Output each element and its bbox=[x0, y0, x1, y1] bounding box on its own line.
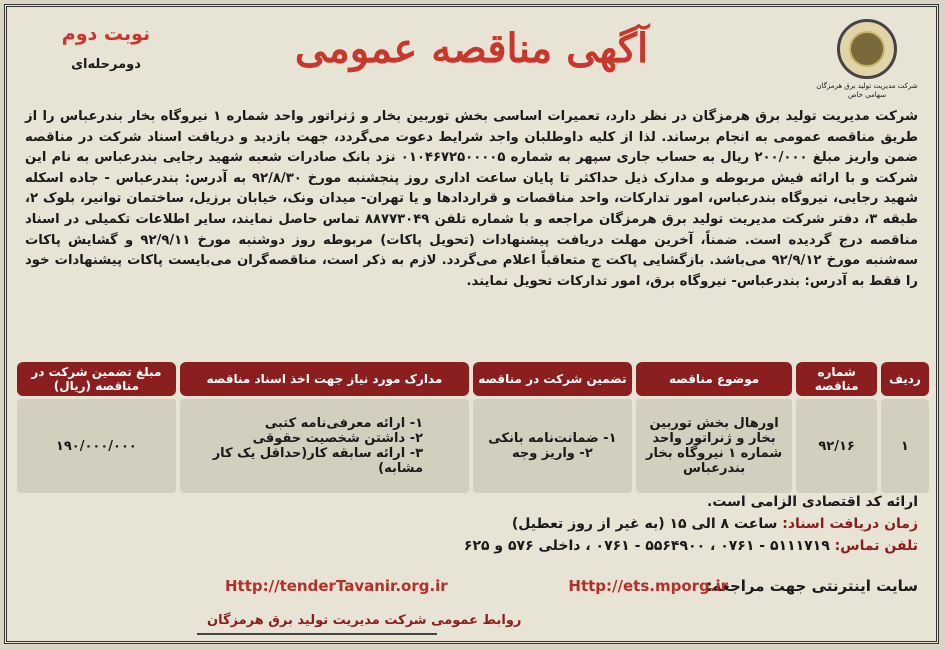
col-index: ردیف bbox=[881, 362, 929, 396]
cell-docs bbox=[180, 399, 469, 493]
public-relations-signature: روابط عمومی شرکت مدیریت تولید برق هرمزگان bbox=[207, 613, 522, 628]
website-link-ets[interactable]: Http://ets.mporg.ir bbox=[568, 577, 728, 595]
cell-subject: اورهال بخش توربین بخار و ژنراتور واحد شماره ۱ نیروگاه بخار بندرعباس bbox=[636, 399, 793, 493]
company-name: شرکت مدیریت تولید برق هرمزگان bbox=[692, 109, 918, 124]
website-link-tavanir[interactable]: Http://tenderTavanir.org.ir bbox=[225, 577, 448, 595]
tender-advertisement bbox=[4, 4, 939, 644]
col-number: شماره مناقصه bbox=[796, 362, 876, 396]
header bbox=[7, 7, 936, 105]
page-title: آگهی مناقصه عمومی bbox=[294, 25, 649, 72]
site-label: سایت اینترنتی جهت مراجعه: bbox=[706, 577, 918, 595]
tender-table bbox=[13, 359, 933, 496]
col-subject: موضوع مناقصه bbox=[636, 362, 793, 396]
guarantee-item: ۲- واریز وجه bbox=[512, 446, 593, 461]
round-type: دومرحله‌ای bbox=[71, 57, 141, 72]
signature-divider bbox=[197, 633, 437, 635]
cell-number: ۹۲/۱۶ bbox=[796, 399, 876, 493]
time-value: ساعت ۸ الی ۱۵ (به غیر از روز تعطیل) bbox=[511, 516, 783, 532]
time-label: زمان دریافت اسناد: bbox=[782, 516, 918, 532]
cell-index: ۱ bbox=[881, 399, 929, 493]
table-header-row bbox=[17, 362, 929, 396]
contact-phone bbox=[25, 535, 918, 557]
announcement-body bbox=[25, 107, 918, 292]
websites-row bbox=[25, 577, 918, 595]
col-amount: مبلغ تضمین شرکت در مناقصه (ریال) bbox=[17, 362, 176, 396]
phone-value: ۵۱۱۱۷۱۹ - ۰۷۶۱ ، ۵۵۶۴۹۰۰ - ۰۷۶۱ ، داخلی ۵۷۶ و ۶۲۵ bbox=[463, 538, 835, 554]
document-time bbox=[25, 513, 918, 535]
cell-amount: ۱۹۰/۰۰۰/۰۰۰ bbox=[17, 399, 176, 493]
doc-item: ۲- داشتن شخصیت حقوقی bbox=[252, 431, 424, 446]
body-text-1: در نظر دارد، bbox=[599, 109, 693, 124]
tender-subject: تعمیرات اساسی بخش توربین بخار و ژنراتور واحد شماره ۱ نیروگاه بخار بندرعباس bbox=[59, 109, 600, 124]
doc-item: ۳- ارائه سابقه کار(حداقل یک کار مشابه) bbox=[212, 446, 424, 476]
footer-info bbox=[25, 491, 918, 557]
cell-guarantee bbox=[473, 399, 632, 493]
round-label: نوبت دوم bbox=[61, 23, 151, 45]
economic-code-note: ارائه کد اقتصادی الزامی است. bbox=[707, 494, 918, 510]
col-guarantee: تضمین شرکت در مناقصه bbox=[473, 362, 632, 396]
guarantee-item: ۱- ضمانت‌نامه بانکی bbox=[488, 431, 617, 446]
table-row bbox=[17, 399, 929, 493]
body-text-2: را از طریق مناقصه عمومی به انجام برساند. لذا از کلیه داوطلبان واجد شرایط دعوت می‌گردد، جهت بازدید و دریافت اسناد شرکت در مناقصه ضمن واریز مبلغ ۲۰۰/۰۰۰ ریال به حساب جاری سپهر به شماره ۰۱۰۴۶۷۲۵۰۰۰۰۵ نزد بانک صادرات شعبه شهید رجایی بندرعباس به نام این شرکت و با ارائه فیش مربوطه و مدارک ذیل حداکثر تا پایان ساعت اداری روز پنجشنبه مورخ ۹۲/۸/۳۰ به آدرس: بندرعباس - جاده اسکله شهید رجایی، نیروگاه بندرعباس، امور تدارکات، واحد مناقصات و قراردادها و یا تهران- میدان ونک، خیابان برزیل، ساختمان توانیر، بلوک ۲، طبقه ۳، دفتر شرکت مدیریت تولید برق هرمزگان مراجعه و با شماره تلفن ۸۸۷۷۳۰۴۹ تماس حاصل نمایند، سایر اطلاعات تکمیلی در اسناد مناقصه درج گردیده است. ضمناً، آخرین مهلت دریافت پیشنهادات (تحویل پاکات) مربوطه روز دوشنبه مورخ ۹۲/۹/۱۱ و گشایش پاکات سه‌شنبه مورخ ۹۲/۹/۱۲ می‌باشد. بازگشایی پاکت ج متعاقباً اعلام می‌گردد. لازم به ذکر است، مناقصه‌گران می‌بایست پاکات پیشنهادات خود را فقط به آدرس: بندرعباس- نیروگاه برق، امور تدارکات تحویل نمایند. bbox=[25, 109, 918, 289]
round-badge bbox=[31, 23, 181, 72]
doc-item: ۱- ارائه معرفی‌نامه کتبی bbox=[264, 416, 424, 431]
col-docs: مدارک مورد نیاز جهت اخذ اسناد مناقصه bbox=[180, 362, 469, 396]
logo-caption: شرکت مدیریت تولید برق هرمزگان سهامی خاص bbox=[816, 82, 918, 99]
phone-label: تلفن تماس: bbox=[834, 538, 918, 554]
